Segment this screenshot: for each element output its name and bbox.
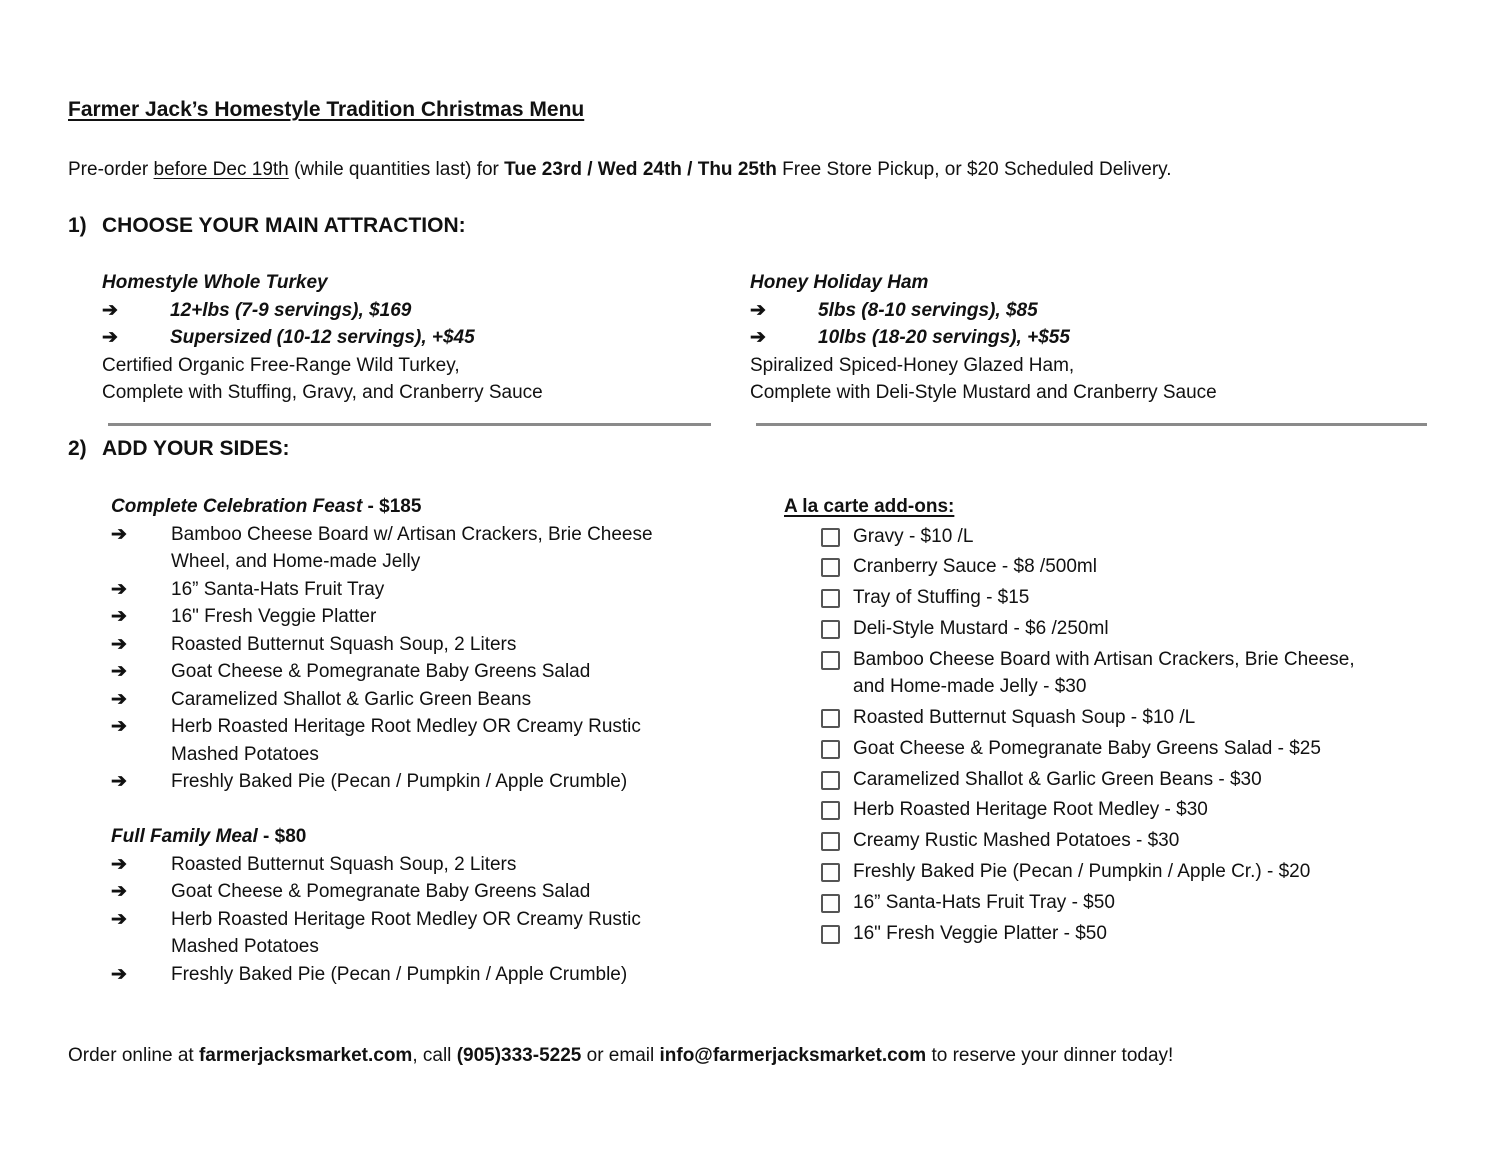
- package-item: [111, 686, 711, 714]
- checkbox[interactable]: [821, 894, 840, 913]
- footer-contact: [68, 1045, 1173, 1067]
- a-la-carte-item[interactable]: [821, 584, 1386, 612]
- a-la-carte-item-label: Bamboo Cheese Board with Artisan Crackers, Brie Cheese, and Home-made Jelly - $30: [853, 648, 1355, 698]
- a-la-carte-item-label: Cranberry Sauce - $8 /500ml: [853, 556, 1097, 578]
- main-description: Complete with Deli-Style Mustard and Cranberry Sauce: [750, 382, 1217, 403]
- menu-title: Farmer Jack’s Homestyle Tradition Christmas Menu: [68, 98, 585, 121]
- a-la-carte-item[interactable]: [821, 615, 1386, 643]
- package-item: [111, 961, 711, 989]
- main-turkey: [102, 269, 543, 407]
- intro-prefix: Pre-order: [68, 159, 154, 180]
- a-la-carte-item-label: Gravy - $10 /L: [853, 525, 974, 547]
- arrow-icon: ➔: [102, 299, 118, 321]
- package-item: [111, 576, 711, 604]
- package-title: [111, 493, 711, 521]
- arrow-icon: ➔: [111, 716, 127, 737]
- main-option-label: 12+lbs (7-9 servings), $169: [170, 299, 412, 321]
- checkbox[interactable]: [821, 925, 840, 944]
- package-item-label: Goat Cheese & Pomegranate Baby Greens Salad: [171, 881, 591, 902]
- main-name: Honey Holiday Ham: [750, 272, 929, 293]
- package-celebration-feast: [111, 493, 711, 796]
- package-item-label: Herb Roasted Heritage Root Medley OR Creamy Rustic Mashed Potatoes: [171, 716, 641, 765]
- intro-line: [68, 159, 1172, 181]
- a-la-carte-item[interactable]: [821, 858, 1386, 886]
- package-item-label: Herb Roasted Heritage Root Medley OR Creamy Rustic Mashed Potatoes: [171, 908, 641, 957]
- a-la-carte-item-label: Herb Roasted Heritage Root Medley - $30: [853, 799, 1208, 821]
- package-item: [111, 768, 711, 796]
- package-name: Full Family Meal: [111, 826, 258, 847]
- main-option: [750, 324, 1217, 352]
- a-la-carte-section: [784, 493, 1424, 950]
- arrow-icon: ➔: [111, 578, 127, 600]
- checkbox[interactable]: [821, 589, 840, 608]
- arrow-icon: ➔: [111, 661, 127, 682]
- a-la-carte-item-label: Caramelized Shallot & Garlic Green Beans - $30: [853, 768, 1262, 790]
- a-la-carte-item-label: Roasted Butternut Squash Soup - $10 /L: [853, 706, 1196, 728]
- package-title: [111, 823, 711, 851]
- main-option-label: Supersized (10-12 servings), +$45: [170, 327, 475, 348]
- divider-right: [756, 423, 1427, 426]
- package-item-label: Roasted Butternut Squash Soup, 2 Liters: [171, 633, 517, 655]
- main-description: Spiralized Spiced-Honey Glazed Ham,: [750, 354, 1075, 376]
- footer-email-prefix: or email: [581, 1045, 660, 1066]
- package-item: [111, 713, 711, 768]
- package-price: - $80: [257, 826, 307, 847]
- a-la-carte-item[interactable]: [821, 523, 1386, 551]
- a-la-carte-item-label: 16” Santa-Hats Fruit Tray - $50: [853, 891, 1115, 913]
- a-la-carte-item[interactable]: [821, 553, 1386, 581]
- arrow-icon: ➔: [750, 299, 766, 321]
- arrow-icon: ➔: [111, 963, 127, 985]
- checkbox[interactable]: [821, 620, 840, 639]
- checkbox[interactable]: [821, 863, 840, 882]
- main-ham: [750, 269, 1217, 407]
- package-item-label: 16” Santa-Hats Fruit Tray: [171, 578, 385, 600]
- a-la-carte-title: A la carte add-ons:: [784, 496, 955, 517]
- package-item: [111, 851, 711, 879]
- package-item: [111, 878, 711, 906]
- checkbox[interactable]: [821, 558, 840, 577]
- package-item-label: Roasted Butternut Squash Soup, 2 Liters: [171, 853, 517, 875]
- arrow-icon: ➔: [111, 633, 127, 655]
- a-la-carte-item[interactable]: [821, 920, 1386, 948]
- package-name: Complete Celebration Feast: [111, 496, 363, 517]
- main-option: [102, 297, 543, 325]
- a-la-carte-item[interactable]: [821, 704, 1386, 732]
- a-la-carte-item-label: Goat Cheese & Pomegranate Baby Greens Salad - $25: [853, 737, 1321, 759]
- package-price: - $185: [362, 496, 422, 517]
- section-number: 2): [68, 437, 87, 460]
- footer-suffix: to reserve your dinner today!: [926, 1045, 1174, 1066]
- arrow-icon: ➔: [111, 881, 127, 902]
- package-item-label: Caramelized Shallot & Garlic Green Beans: [171, 688, 532, 710]
- a-la-carte-item[interactable]: [821, 889, 1386, 917]
- main-description: Complete with Stuffing, Gravy, and Cranberry Sauce: [102, 382, 543, 403]
- package-item: [111, 631, 711, 659]
- section-2-heading: [68, 437, 289, 461]
- section-heading-text: ADD YOUR SIDES:: [102, 437, 290, 460]
- a-la-carte-item[interactable]: [821, 796, 1386, 824]
- section-heading-text: CHOOSE YOUR MAIN ATTRACTION:: [102, 214, 466, 237]
- arrow-icon: ➔: [111, 771, 127, 792]
- website-link[interactable]: farmerjacksmarket.com: [198, 1045, 413, 1066]
- package-item: [111, 658, 711, 686]
- main-name: Homestyle Whole Turkey: [102, 272, 328, 293]
- email-link[interactable]: info@farmerjacksmarket.com: [659, 1045, 927, 1066]
- package-items: [111, 851, 711, 989]
- a-la-carte-item-label: Tray of Stuffing - $15: [853, 587, 1030, 609]
- checkbox[interactable]: [821, 801, 840, 820]
- a-la-carte-item-label: 16" Fresh Veggie Platter - $50: [853, 922, 1107, 944]
- footer-call: , call: [412, 1045, 457, 1066]
- package-item-label: Goat Cheese & Pomegranate Baby Greens Salad: [171, 661, 591, 682]
- package-item-label: Bamboo Cheese Board w/ Artisan Crackers, Brie Cheese Wheel, and Home-made Jelly: [171, 523, 653, 572]
- a-la-carte-item[interactable]: [821, 766, 1386, 794]
- footer-prefix: Order online at: [68, 1045, 199, 1066]
- a-la-carte-item-label: Freshly Baked Pie (Pecan / Pumpkin / Apple Cr.) - $20: [853, 860, 1311, 882]
- package-item-label: Freshly Baked Pie (Pecan / Pumpkin / Apple Crumble): [171, 963, 628, 985]
- checkbox[interactable]: [821, 528, 840, 547]
- section-1-heading: [68, 214, 466, 238]
- checkbox[interactable]: [821, 832, 840, 851]
- package-items: [111, 521, 711, 796]
- package-item: [111, 603, 711, 631]
- a-la-carte-item[interactable]: [821, 646, 1386, 701]
- checkbox[interactable]: [821, 740, 840, 759]
- package-item: [111, 906, 711, 961]
- package-item-label: Freshly Baked Pie (Pecan / Pumpkin / Apple Crumble): [171, 771, 628, 792]
- divider-left: [108, 423, 711, 426]
- checkbox[interactable]: [821, 651, 840, 670]
- arrow-icon: ➔: [111, 523, 127, 545]
- package-item: [111, 521, 711, 576]
- arrow-icon: ➔: [111, 853, 127, 875]
- arrow-icon: ➔: [102, 327, 118, 348]
- main-option-label: 5lbs (8-10 servings), $85: [818, 299, 1038, 321]
- checkbox[interactable]: [821, 709, 840, 728]
- main-option: [750, 297, 1217, 325]
- a-la-carte-item[interactable]: [821, 735, 1386, 763]
- arrow-icon: ➔: [111, 908, 127, 930]
- main-description: Certified Organic Free-Range Wild Turkey,: [102, 354, 460, 376]
- a-la-carte-item-label: Deli-Style Mustard - $6 /250ml: [853, 617, 1109, 639]
- a-la-carte-item-label: Creamy Rustic Mashed Potatoes - $30: [853, 830, 1180, 852]
- checkbox[interactable]: [821, 771, 840, 790]
- pickup-dates: Tue 23rd / Wed 24th / Thu 25th: [504, 159, 777, 180]
- intro-middle: (while quantities last) for: [288, 159, 505, 180]
- main-option-label: 10lbs (18-20 servings), +$55: [818, 327, 1070, 348]
- intro-suffix: Free Store Pickup, or $20 Scheduled Delivery.: [776, 159, 1172, 180]
- package-full-family-meal: [111, 823, 711, 988]
- arrow-icon: ➔: [111, 606, 127, 627]
- arrow-icon: ➔: [111, 688, 127, 710]
- arrow-icon: ➔: [750, 327, 766, 348]
- section-number: 1): [68, 214, 87, 237]
- a-la-carte-list: [821, 523, 1386, 948]
- phone-number[interactable]: (905)333-5225: [456, 1045, 582, 1066]
- main-option: [102, 324, 543, 352]
- a-la-carte-item[interactable]: [821, 827, 1386, 855]
- preorder-deadline: before Dec 19th: [153, 159, 289, 180]
- package-item-label: 16" Fresh Veggie Platter: [171, 606, 377, 627]
